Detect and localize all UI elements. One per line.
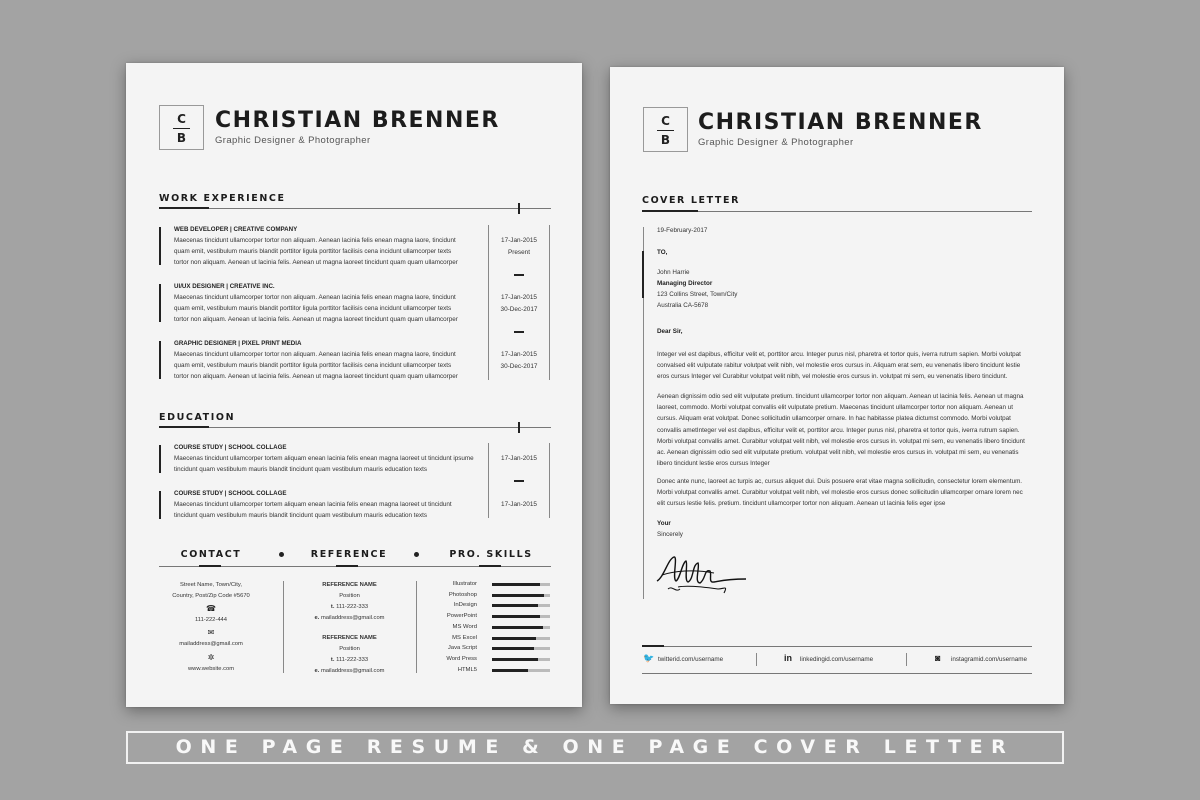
linkedin-icon: in: [784, 653, 792, 663]
paragraph-line: cursus. Aliquam erat volutpat. Donec sollicitudin ullamcorper ornare. In hac habitasse platea dictumst commodo. Morbi volutpat: [657, 415, 1011, 423]
entry-marker: [159, 491, 161, 519]
date-separator: [514, 480, 524, 482]
section-rule: [159, 427, 551, 428]
contact-title: CONTACT: [180, 549, 242, 560]
date-start: 17-Jan-2015: [501, 237, 537, 244]
reference-email: [286, 615, 413, 621]
reference-phone: [286, 604, 413, 610]
paragraph-line: convallis ametInteger vel est dapibus, efficitur velit et, porttitor arcu. Integer purus nisl, pharetra et tortor quis, iverra rutrum sapien.: [657, 426, 1020, 434]
contact-address-line1: Street Name, Town/City,: [180, 582, 242, 588]
job-line: Maecenas tincidunt ullamcorper tortor non aliquam. Aenean lacinia felis enean magna laore, tincidunt: [174, 351, 456, 358]
job-line: quam emit, vestibulum mauris blandit porttitor ligula porttitor facilisis cena incidunt ullamcorper texts: [174, 248, 452, 256]
monogram: [643, 107, 688, 152]
column-divider: [283, 581, 284, 673]
skill-bar-fill: [492, 626, 543, 629]
recipient-address2: Australia CA-5678: [657, 302, 709, 309]
skill-bar-track: [492, 583, 550, 586]
monogram: [159, 105, 204, 150]
salutation: Dear Sir,: [657, 328, 683, 335]
role-subtitle: Graphic Designer & Photographer: [698, 137, 854, 148]
contact-website[interactable]: www.website.com: [187, 666, 235, 672]
course-line: Maecenas tincidunt ullamcorper tortem aliquam enean lacinia felis enean magna laoreet ut tincidunt: [174, 501, 452, 508]
recipient-marker: [642, 251, 644, 298]
paragraph-line: eros cursus Integer vel Curabitur volutpat velit nibh, vel molestie eros cursus in. volutpat mi sem, eu venenatis libero tincidunt.: [657, 373, 1008, 381]
course-date: 17-Jan-2015: [501, 455, 537, 462]
linkedin-handle[interactable]: linkedingid.com/username: [800, 656, 874, 663]
bottom-rule-accent: [336, 565, 358, 567]
paragraph-line: elit cursus lestie felis. pretium. tincidunt ullamcorper tortor non aliquam. Aenean ut lacinia felis eger ipse: [657, 500, 946, 508]
recipient-name: John Harrie: [657, 269, 690, 276]
job-dates: [484, 292, 554, 315]
skill-bar-fill: [492, 658, 538, 661]
paragraph-line: ac. Aenean dignissim odio sed elit vulputate pretium. volutpat velit nibh, vel molestie eros cursus in. volutpat mi sem, eu venenatis: [657, 449, 1019, 457]
job-line: quam emit, vestibulum mauris blandit porttitor ligula porttitor facilisis cena incidunt ullamcorper texts: [174, 305, 452, 313]
phone-icon: ☎: [206, 604, 216, 613]
twitter-handle[interactable]: twitterid.com/username: [658, 656, 724, 663]
entry-marker: [159, 341, 161, 379]
section-rule: [642, 211, 1032, 212]
date-end: 30-Dec-2017: [500, 362, 538, 370]
skill-label: MS Excel: [452, 634, 477, 641]
course-line: tincidunt quam vestibulum mauris blandit tincidunt quam vestibulum mauris education texts: [174, 512, 428, 520]
reference-title: REFERENCE: [310, 549, 388, 560]
heading-dot: [414, 552, 419, 557]
phone-value: 111-222-333: [336, 657, 369, 663]
signature-image: [654, 549, 754, 599]
globe-icon: ✲: [207, 653, 215, 662]
letter-paragraph: [657, 391, 1025, 469]
date-end: 30-Dec-2017: [500, 305, 538, 313]
monogram-top-letter: C: [177, 112, 186, 126]
email-value: mailaddress@gmail.com: [320, 615, 385, 621]
section-tick: [518, 422, 520, 433]
job-description: [174, 235, 458, 269]
footer-rule-accent: [642, 645, 664, 647]
email-label: e.: [314, 668, 320, 674]
date-start: 17-Jan-2015: [501, 294, 537, 301]
recipient-address1: 123 Collins Street, Town/City: [657, 291, 738, 298]
skill-bar-track: [492, 658, 550, 661]
course-title: COURSE STUDY | SCHOOL COLLAGE: [174, 444, 287, 451]
bottom-rule-accent: [199, 565, 221, 567]
closing-sincerely: Sincerely: [657, 531, 683, 538]
email-label: e.: [314, 615, 320, 621]
letter-paragraph: [657, 476, 1023, 510]
closing-your: Your: [657, 520, 671, 527]
course-description: [174, 453, 474, 475]
skill-bar-track: [492, 604, 550, 607]
monogram-divider: [173, 128, 190, 129]
skill-label: HTML5: [457, 666, 477, 673]
resume-page: [126, 63, 582, 707]
reference-email: [286, 668, 413, 674]
entry-marker: [159, 284, 161, 322]
job-line: quam emit, vestibulum mauris blandit porttitor ligula porttitor facilisis cena incidunt ullamcorper texts: [174, 362, 452, 370]
phone-label: t.: [330, 604, 335, 610]
entry-marker: [159, 445, 161, 473]
course-title: COURSE STUDY | SCHOOL COLLAGE: [174, 490, 287, 497]
skill-bar-track: [492, 637, 550, 640]
monogram-bottom-letter: B: [660, 133, 671, 147]
paragraph-line: Donec ante nunc, laoreet ac turpis ac, cursus aliquet dui. Duis posuere erat vitae magna sollicitudin, consectetur lorem elementum.: [657, 478, 1023, 485]
date-separator: [514, 331, 524, 333]
skill-label: Java Script: [447, 645, 477, 652]
letter-date: 19-February-2017: [657, 227, 708, 234]
paragraph-line: Integer vel est dapibus, efficitur velit et, porttitor arcu. Integer purus nisl, pharetra et tortor quis, iverra rutrum sapien. Morbi volutpat: [657, 351, 1021, 358]
recipient-title: Managing Director: [657, 280, 713, 287]
date-end: Present: [507, 248, 531, 256]
monogram-divider: [657, 130, 674, 131]
skill-bar-fill: [492, 615, 540, 618]
job-description: [174, 349, 458, 383]
skill-bar-fill: [492, 583, 540, 586]
footer-divider: [756, 653, 757, 666]
job-dates: [484, 235, 554, 258]
entry-marker: [159, 227, 161, 265]
letter-paragraph: [657, 349, 1021, 383]
job-line: tortor non aliquam. Aenean ut lacinia felis. Aenean ut magna laoreet tincidunt quam quam ullamcorper: [174, 259, 458, 267]
section-rule-accent: [159, 426, 209, 428]
course-line: tincidunt quam vestibulum mauris blandit tincidunt quam vestibulum mauris education texts: [174, 466, 428, 474]
job-line: Maecenas tincidunt ullamcorper tortor non aliquam. Aenean lacinia felis enean magna laore, tincidunt: [174, 294, 456, 301]
skill-bar-track: [492, 615, 550, 618]
job-line: tortor non aliquam. Aenean ut lacinia felis. Aenean ut magna laoreet tincidunt quam quam ullamcorper: [174, 316, 458, 324]
contact-email[interactable]: mailaddress@gmail.com: [179, 641, 243, 647]
date-start: 17-Jan-2015: [501, 351, 537, 358]
phone-label: t.: [330, 657, 335, 663]
skill-bar-track: [492, 669, 550, 672]
skill-bar-fill: [492, 604, 538, 607]
paragraph-line: Aenean dignissim odio sed elit vulputate pretium. tincidunt ullamcorper tortor non aliquam. Aenean ut lacinia felis. Aenean ut magna: [657, 393, 1024, 400]
contact-address-line2: Country, Post/Zip Code #5670: [172, 593, 250, 599]
role-subtitle: Graphic Designer & Photographer: [215, 135, 371, 146]
paragraph-line: convalsed elit vulputate rabitur volutpat velit nibh, vel molestie eros cursus in. Aliquam erat sem, eu venenatis libero tincidunt lestie: [657, 362, 1021, 370]
section-rule-accent: [642, 210, 698, 212]
contact-phone[interactable]: 111-222-444: [194, 617, 227, 623]
name-heading: CHRISTIAN BRENNER: [698, 110, 983, 135]
skill-bar-track: [492, 594, 550, 597]
job-title: WEB DEVELOPER | CREATIVE COMPANY: [174, 226, 298, 233]
footer-divider: [906, 653, 907, 666]
course-line: Maecenas tincidunt ullamcorper tortem aliquam enean lacinia felis enean magna laoreet ut tincidunt ipsume: [174, 455, 474, 462]
skills-title: PRO. SKILLS: [449, 549, 533, 560]
instagram-handle[interactable]: instagramid.com/username: [951, 656, 1027, 663]
twitter-icon: 🐦: [643, 653, 655, 663]
reference-position: Position: [339, 593, 360, 599]
date-separator: [514, 274, 524, 276]
footer-rule: [642, 646, 1032, 647]
section-tick: [518, 203, 520, 214]
course-description: [174, 499, 452, 521]
reference-position: Position: [339, 646, 360, 652]
section-rule: [159, 208, 551, 209]
reference-name: REFERENCE NAME: [322, 582, 377, 588]
to-label: TO,: [657, 249, 668, 256]
work-experience-title: WORK EXPERIENCE: [159, 193, 286, 204]
skill-label: InDesign: [453, 602, 477, 609]
reference-name: REFERENCE NAME: [322, 635, 377, 641]
heading-dot: [279, 552, 284, 557]
job-title: UI/UX DESIGNER | CREATIVE INC.: [174, 283, 275, 290]
section-rule-accent: [159, 207, 209, 209]
skill-label: Illustrator: [452, 581, 477, 587]
skill-label: Photoshop: [448, 591, 477, 598]
skill-bar-track: [492, 647, 550, 650]
course-date: 17-Jan-2015: [501, 501, 537, 508]
cover-letter-page: [610, 67, 1064, 704]
skill-bar-fill: [492, 647, 534, 650]
email-value: mailaddress@gmail.com: [320, 668, 385, 674]
email-icon: ✉: [207, 628, 215, 637]
job-description: [174, 292, 458, 326]
education-title: EDUCATION: [159, 412, 236, 423]
paragraph-line: laoreet, commodo. Morbi volutpat convallis elit vulputate pretium. Maecenas tincidunt ullamcorper tortor non aliquam. Aenean ut: [657, 404, 1013, 412]
skill-label: MS Word: [452, 623, 477, 630]
bottom-rule-accent: [479, 565, 501, 567]
monogram-bottom-letter: B: [176, 131, 187, 145]
skill-label: Word Press: [446, 655, 477, 662]
skill-bar-fill: [492, 669, 528, 672]
cover-letter-title: COVER LETTER: [642, 195, 740, 206]
job-dates: [484, 349, 554, 372]
job-title: GRAPHIC DESIGNER | PIXEL PRINT MEDIA: [174, 340, 302, 347]
promo-banner: ONE PAGE RESUME & ONE PAGE COVER LETTER: [126, 731, 1064, 764]
job-line: tortor non aliquam. Aenean ut lacinia felis. Aenean ut magna laoreet tincidunt quam quam ullamcorper: [174, 373, 458, 381]
reference-phone: [286, 657, 413, 663]
skill-bar-fill: [492, 594, 544, 597]
phone-value: 111-222-333: [336, 604, 369, 610]
instagram-icon: ◙: [935, 653, 941, 663]
paragraph-line: libero tincidunt lestie eros cursus Integer: [657, 460, 770, 468]
skill-bar-fill: [492, 637, 536, 640]
skill-label: PowerPoint: [446, 613, 477, 620]
job-line: Maecenas tincidunt ullamcorper tortor non aliquam. Aenean lacinia felis enean magna laore, tincidunt: [174, 237, 456, 244]
paragraph-line: Morbi volutpat convallis amet. Curabitur volutpat velit nibh, vel molestie eros cursus in. volutpat mi sem, eu venenatis libero tincidunt: [657, 437, 1025, 445]
skill-bar-track: [492, 626, 550, 629]
paragraph-line: Morbi volutpat convallis amet. Curabitur volutpat velit nibh, vel molestie eros cursus donec sollicitudin ullamcorper ornare lorem nec: [657, 489, 1023, 497]
footer-bottom-rule: [642, 673, 1032, 674]
monogram-top-letter: C: [661, 114, 670, 128]
name-heading: CHRISTIAN BRENNER: [215, 108, 500, 133]
